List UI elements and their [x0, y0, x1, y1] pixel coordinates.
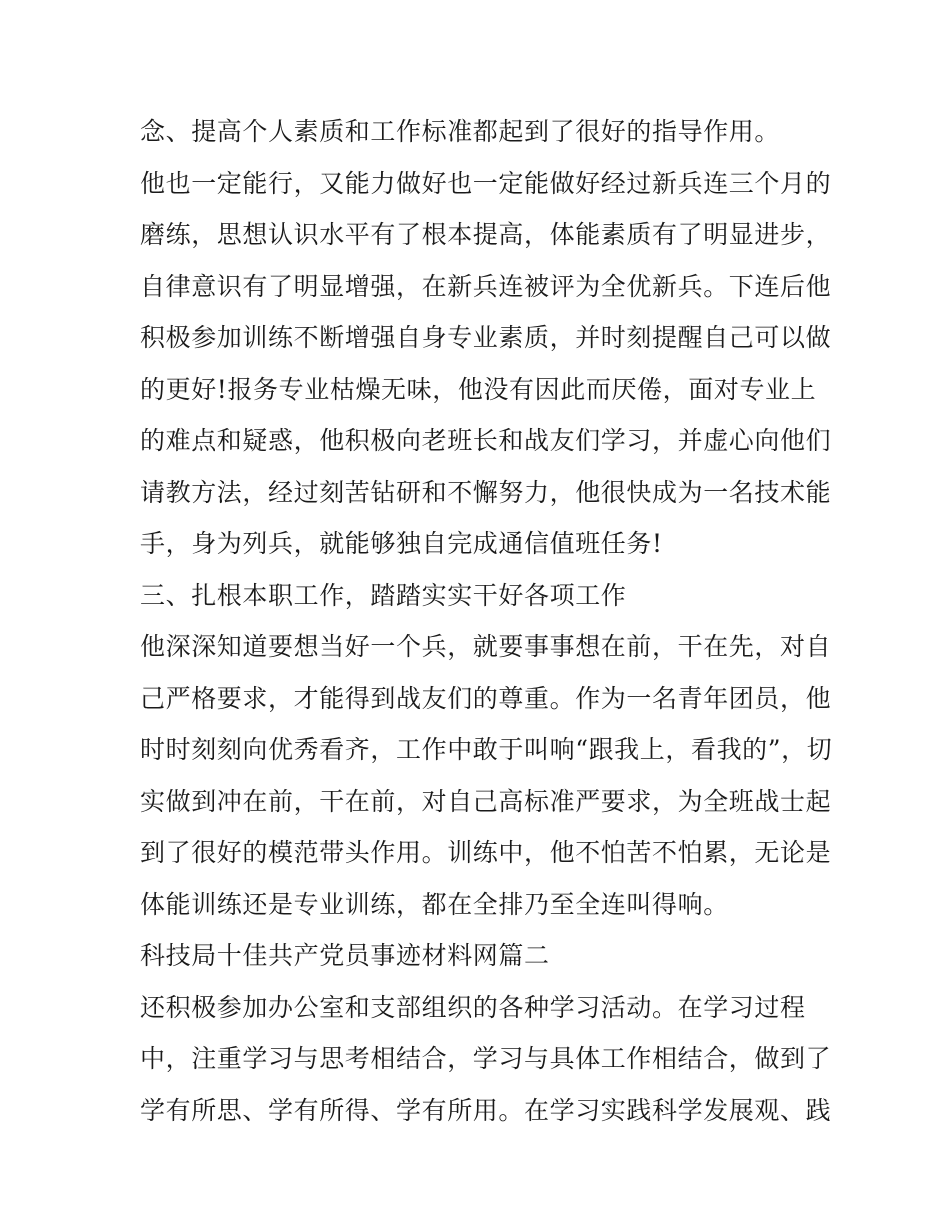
text-line-3: 磨练，思想认识水平有了根本提高，体能素质有了明显进步， — [140, 220, 832, 249]
text-line-1: 念、提高个人素质和工作标准都起到了很好的指导作用。 — [140, 117, 781, 146]
text-line-18: 还积极参加办公室和支部组织的各种学习活动。在学习过程 — [140, 992, 806, 1022]
text-line-6: 的更好!报务专业枯燥无味，他没有因此而厌倦，面对专业上 — [140, 374, 817, 404]
text-line-7: 的难点和疑惑，他积极向老班长和战友们学习，并虚心向他们 — [140, 426, 832, 455]
text-line-15: 到了很好的模范带头作用。训练中，他不怕苦不怕累，无论是 — [140, 838, 832, 867]
article-title: 科技局十佳共产党员事迹材料网篇二 — [140, 941, 550, 970]
document-body — [140, 106, 833, 1136]
text-line-8: 请教方法，经过刻苦钻研和不懈努力，他很快成为一名技术能 — [140, 477, 832, 507]
text-line-4: 自律意识有了明显增强，在新兵连被评为全优新兵。下连后他 — [140, 271, 832, 301]
text-line-2: 他也一定能行，又能力做好也一定能做好经过新兵连三个月的 — [140, 168, 832, 198]
text-line-19: 中，注重学习与思考相结合，学习与具体工作相结合，做到了 — [140, 1044, 832, 1073]
text-line-14: 实做到冲在前，干在前，对自己高标准严要求，为全班战士起 — [140, 786, 832, 816]
text-line-11: 他深深知道要想当好一个兵，就要事事想在前，干在先，对自 — [140, 632, 832, 661]
section-heading: 三、扎根本职工作，踏踏实实干好各项工作 — [140, 580, 627, 610]
text-line-20: 学有所思、学有所得、学有所用。在学习实践科学发展观、践 — [140, 1095, 832, 1125]
text-line-5: 积极参加训练不断增强自身专业素质，并时刻提醒自己可以做 — [140, 323, 832, 352]
text-line-16: 体能训练还是专业训练，都在全排乃至全连叫得响。 — [140, 889, 729, 919]
text-line-9: 手，身为列兵，就能够独自完成通信值班任务! — [140, 529, 663, 558]
text-line-12: 己严格要求，才能得到战友们的尊重。作为一名青年团员，他 — [140, 683, 832, 713]
text-line-13: 时时刻刻向优秀看齐，工作中敢于叫响“跟我上，看我的”，切 — [140, 735, 833, 764]
